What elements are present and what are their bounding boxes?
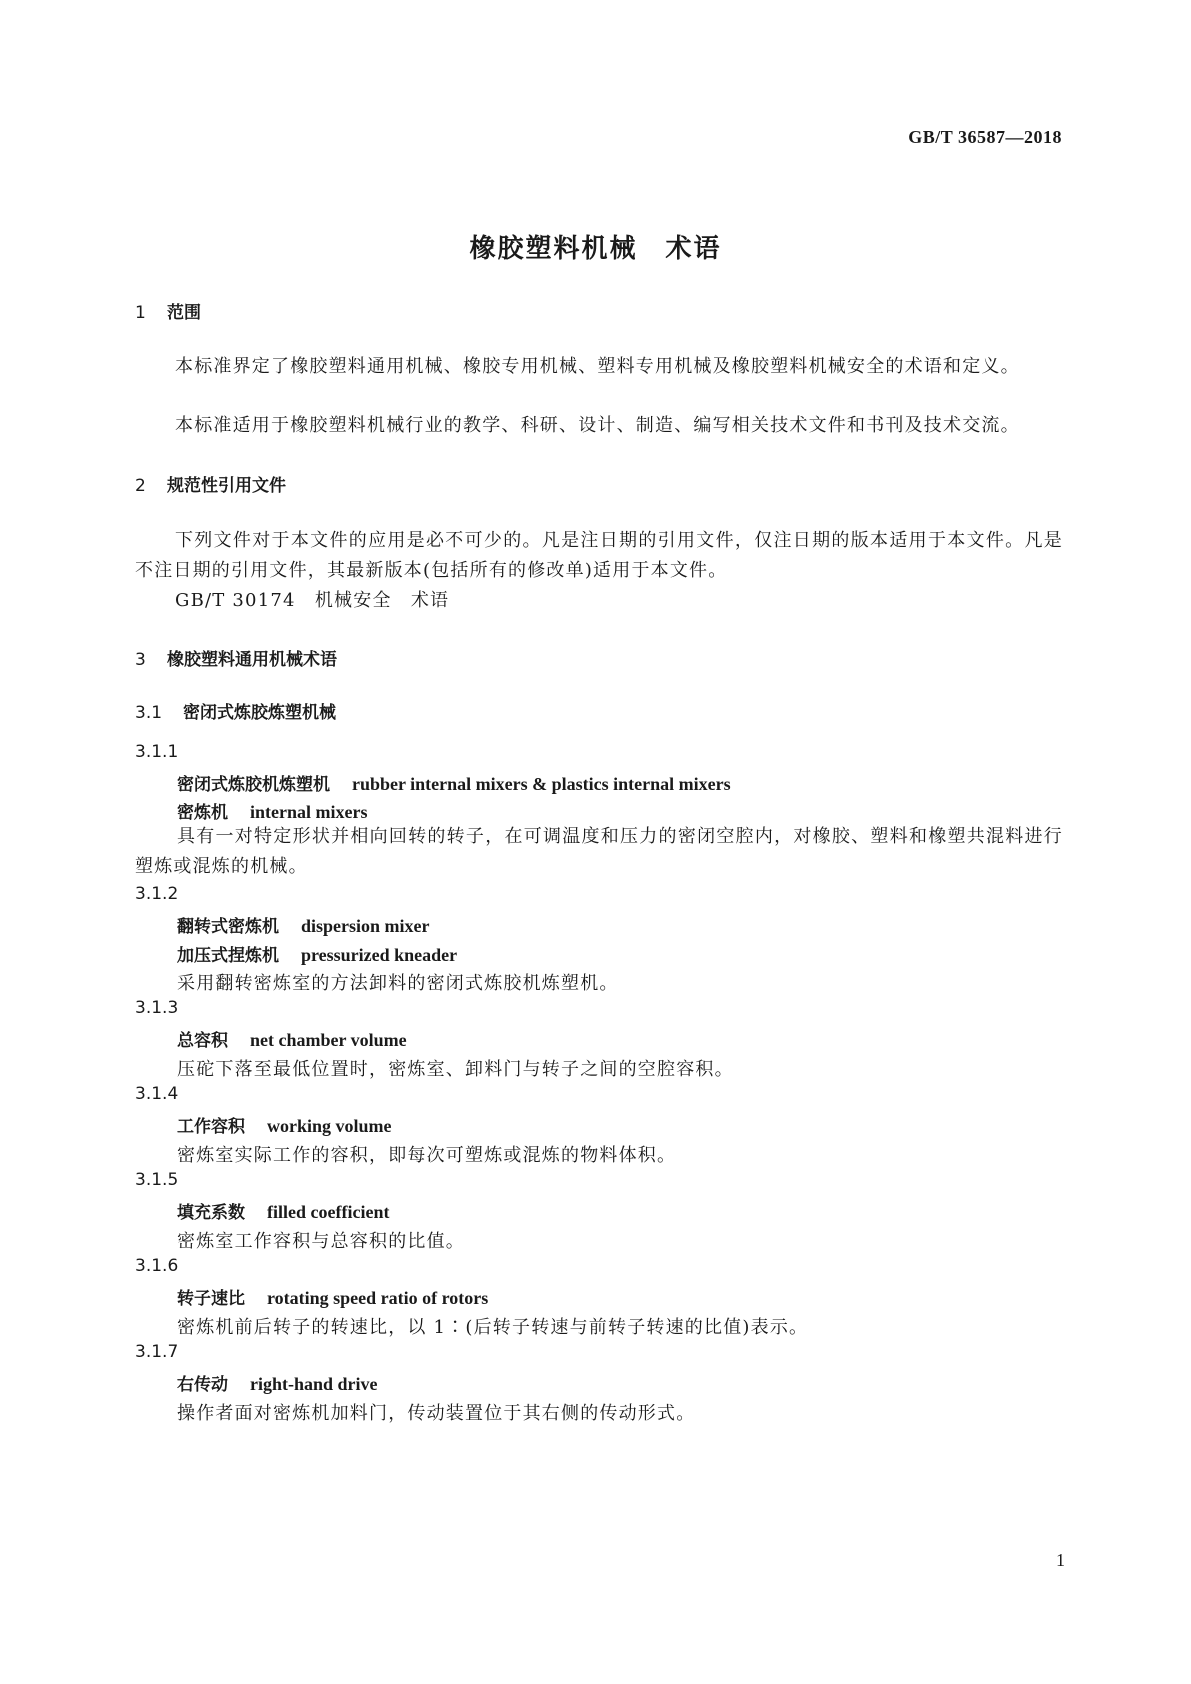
clause-number: 3.1.6 <box>135 1256 179 1276</box>
term-en: pressurized kneader <box>301 945 458 965</box>
term-en: right-hand drive <box>250 1374 378 1394</box>
term-en: dispersion mixer <box>301 916 430 936</box>
clause-number: 3.1.3 <box>135 998 179 1018</box>
term-definition: 压砣下落至最低位置时，密炼室、卸料门与转子之间的空腔容积。 <box>177 1059 734 1080</box>
clause-number: 3.1.7 <box>135 1342 179 1362</box>
term-entry <box>177 1370 378 1395</box>
subsection-heading-3-1 <box>135 698 336 723</box>
normative-paragraph: 下列文件对于本文件的应用是必不可少的。凡是注日期的引用文件，仅注日期的版本适用于本文件。凡是不注日期的引用文件，其最新版本(包括所有的修改单)适用于本文件。 <box>135 530 1063 581</box>
term-entry <box>177 912 430 937</box>
subsection-number: 3.1 <box>135 703 163 723</box>
standard-code: GB/T 36587—2018 <box>908 127 1062 147</box>
term-entry <box>177 770 731 795</box>
term-zh: 右传动 <box>177 1375 228 1395</box>
term-zh: 转子速比 <box>177 1289 245 1309</box>
section-number: 3 <box>135 650 146 670</box>
section-heading-3 <box>135 645 337 670</box>
section-heading-1 <box>135 298 201 323</box>
term-entry <box>177 1284 488 1309</box>
term-entry <box>177 1026 407 1051</box>
term-definition: 密炼室实际工作的容积，即每次可塑炼或混炼的物料体积。 <box>177 1145 677 1166</box>
clause-number: 3.1.1 <box>135 742 179 762</box>
section-title: 橡胶塑料通用机械术语 <box>167 650 337 670</box>
clause-number: 3.1.4 <box>135 1084 179 1104</box>
term-entry <box>177 798 367 823</box>
clause-number: 3.1.5 <box>135 1170 179 1190</box>
subsection-title: 密闭式炼胶炼塑机械 <box>183 703 336 723</box>
section-title: 规范性引用文件 <box>167 476 286 496</box>
section-title: 范围 <box>167 303 201 323</box>
term-definition: 采用翻转密炼室的方法卸料的密闭式炼胶机炼塑机。 <box>177 973 619 994</box>
term-entry <box>177 1198 389 1223</box>
term-zh: 密炼机 <box>177 803 228 823</box>
term-en: rotating speed ratio of rotors <box>267 1288 489 1308</box>
term-definition: 具有一对特定形状并相向回转的转子，在可调温度和压力的密闭空腔内，对橡胶、塑料和橡塑共混料进行塑炼或混炼的机械。 <box>135 826 1063 877</box>
term-zh: 工作容积 <box>177 1117 245 1137</box>
section-number: 2 <box>135 476 146 496</box>
section-number: 1 <box>135 303 146 323</box>
clause-number: 3.1.2 <box>135 884 179 904</box>
term-entry <box>177 941 457 966</box>
section-heading-2 <box>135 471 286 496</box>
term-zh: 密闭式炼胶机炼塑机 <box>177 775 330 795</box>
page-title: 橡胶塑料机械 术语 <box>469 234 722 264</box>
term-zh: 加压式捏炼机 <box>177 946 279 966</box>
term-en: internal mixers <box>250 802 368 822</box>
term-en: rubber internal mixers & plastics internal mixers <box>352 774 731 794</box>
term-definition: 密炼机前后转子的转速比，以 1∶(后转子转速与前转子转速的比值)表示。 <box>177 1317 809 1338</box>
term-zh: 翻转式密炼机 <box>177 917 279 937</box>
term-zh: 填充系数 <box>177 1203 245 1223</box>
page-number: 1 <box>1056 1550 1065 1570</box>
normative-reference: GB/T 30174 机械安全 术语 <box>175 590 450 611</box>
term-entry <box>177 1112 392 1137</box>
term-en: working volume <box>267 1116 392 1136</box>
term-definition: 密炼室工作容积与总容积的比值。 <box>177 1231 465 1252</box>
term-definition: 操作者面对密炼机加料门，传动装置位于其右侧的传动形式。 <box>177 1403 696 1424</box>
term-en: filled coefficient <box>267 1202 390 1222</box>
scope-paragraph-2: 本标准适用于橡胶塑料机械行业的教学、科研、设计、制造、编写相关技术文件和书刊及技术交流。 <box>175 415 1020 436</box>
term-en: net chamber volume <box>250 1030 407 1050</box>
term-zh: 总容积 <box>177 1031 228 1051</box>
scope-paragraph-1: 本标准界定了橡胶塑料通用机械、橡胶专用机械、塑料专用机械及橡胶塑料机械安全的术语和定义。 <box>175 356 1020 377</box>
